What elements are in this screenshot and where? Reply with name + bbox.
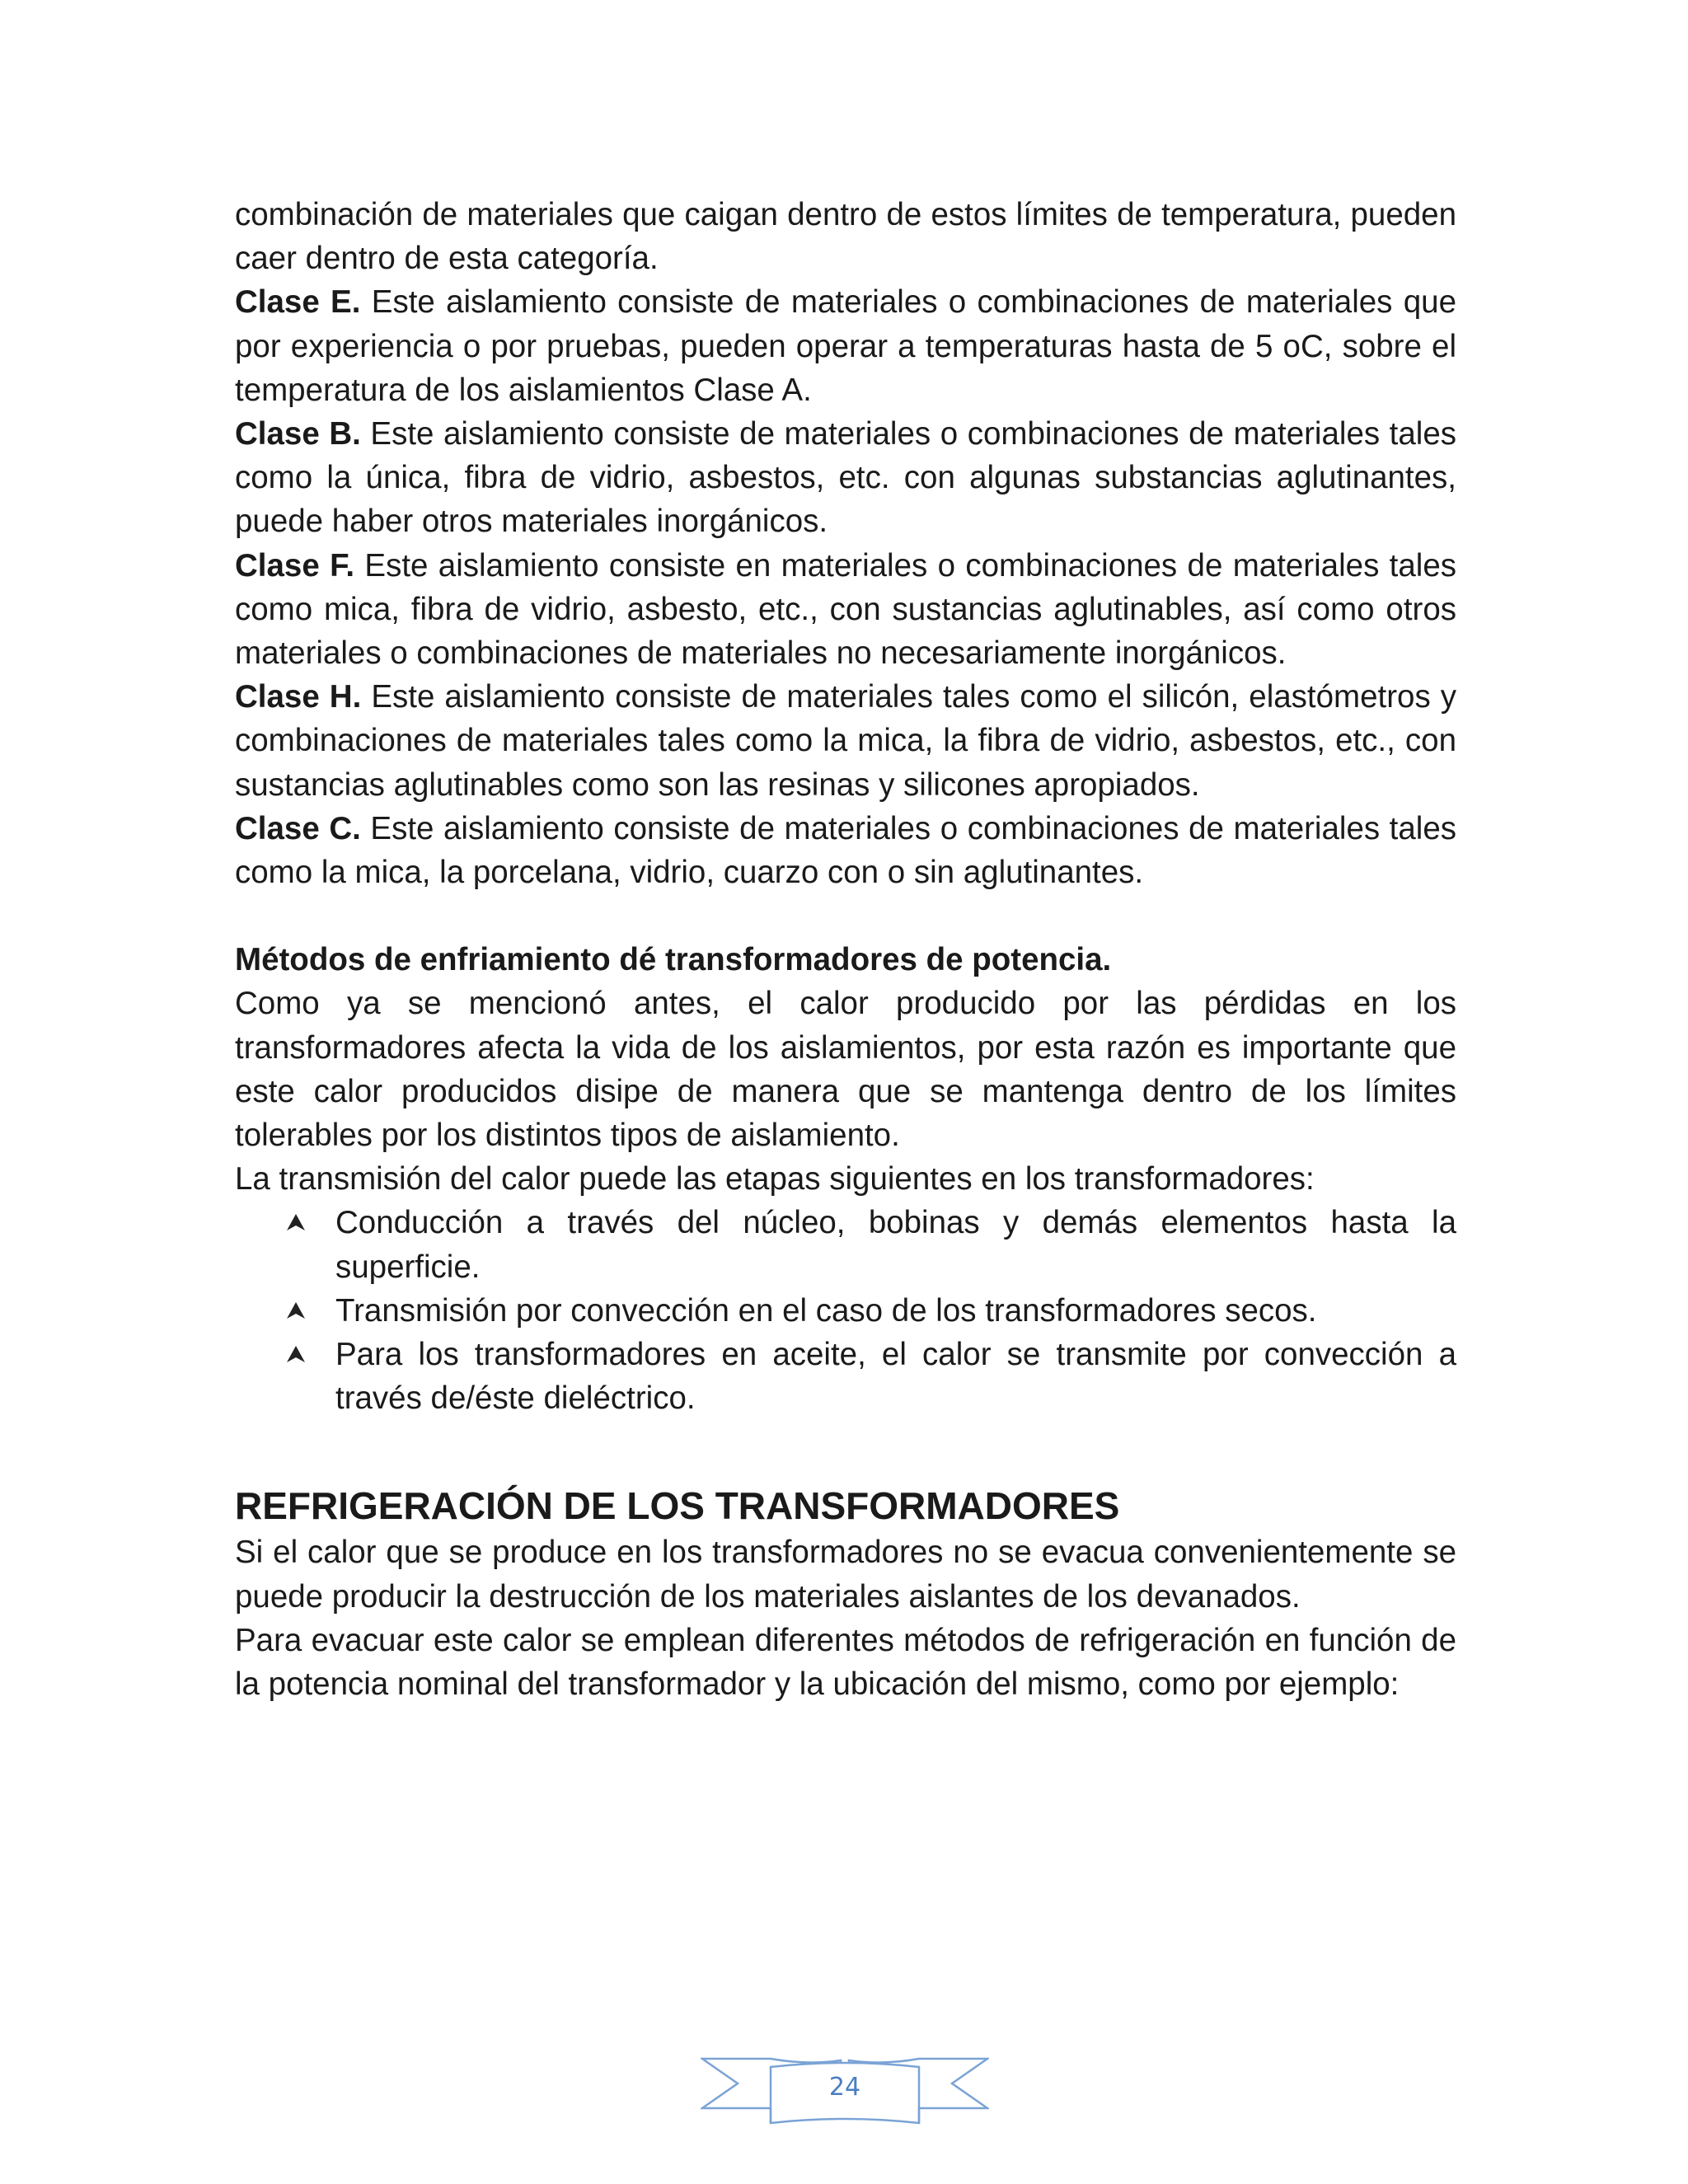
- transmission-list: [235, 1201, 1456, 1420]
- list-item: [335, 1289, 1456, 1333]
- intro-paragraph: combinación de materiales que caigan dentro de estos límites de temperatura, pueden caer dentro de esta categoría.: [235, 197, 1456, 277]
- page-body: [235, 193, 1456, 1706]
- class-f-text: Este aislamiento consiste en materiales o combinaciones de materiales tales como mica, fibra de vidrio, asbesto, etc., con sustancias aglutinables, así como otros materiales o combinaciones de materiales no necesariamente inorgánicos.: [235, 547, 1456, 672]
- list-item-text: Conducción a través del núcleo, bobinas y demás elementos hasta la superficie.: [335, 1205, 1456, 1285]
- methods-paragraph: Como ya se mencionó antes, el calor producido por las pérdidas en los transformadores afecta la vida de los aislamientos, por esta razón es importante que este calor producidos disipe de manera que se mantenga dentro de los límites tolerables por los distintos tipos de aislamiento.: [235, 986, 1456, 1154]
- list-item: [335, 1333, 1456, 1420]
- section-heading: REFRIGERACIÓN DE LOS TRANSFORMADORES: [235, 1484, 1120, 1528]
- list-item-text: Para los transformadores en aceite, el calor se transmite por convección a través de/éste dieléctrico.: [335, 1337, 1456, 1417]
- section-subheading: Métodos de enfriamiento dé transformadores de potencia.: [235, 942, 1112, 978]
- class-c-text: Este aislamiento consiste de materiales o combinaciones de materiales tales como la mica, la porcelana, vidrio, cuarzo con o sin aglutinantes.: [235, 810, 1457, 891]
- page-number: 24: [828, 2073, 861, 2102]
- list-item: [335, 1201, 1456, 1288]
- class-b-paragraph: [235, 412, 1456, 544]
- page-footer: [701, 2042, 989, 2133]
- arrowhead-bullet-icon: [286, 1289, 311, 1333]
- refrigeration-paragraph-2: Para evacuar este calor se emplean diferentes métodos de refrigeración en función de la potencia nominal del transformador y la ubicación del mismo, como por ejemplo:: [235, 1622, 1456, 1703]
- class-e-text: Este aislamiento consiste de materiales o combinaciones de materiales que por experiencia o por pruebas, pueden operar a temperaturas hasta de 5 oC, sobre el temperatura de los aislamientos Clase A.: [235, 284, 1456, 408]
- class-c-paragraph: [235, 807, 1456, 894]
- class-b-text: Este aislamiento consiste de materiales o combinaciones de materiales tales como la única, fibra de vidrio, asbestos, etc. con algunas substancias aglutinantes, puede haber otros materiales inorgánicos.: [235, 416, 1457, 540]
- class-c-label: Clase C.: [235, 810, 361, 846]
- class-b-label: Clase B.: [235, 416, 361, 452]
- arrowhead-bullet-icon: [286, 1201, 311, 1244]
- class-h-paragraph: [235, 675, 1456, 807]
- list-item-text: Transmisión por convección en el caso de los transformadores secos.: [335, 1292, 1317, 1329]
- refrigeration-paragraph-1: Si el calor que se produce en los transformadores no se evacua convenientemente se puede producir la destrucción de los materiales aislantes de los devanados.: [235, 1535, 1456, 1615]
- class-f-label: Clase F.: [235, 547, 355, 583]
- class-h-text: Este aislamiento consiste de materiales tales como el silicón, elastómetros y combinaciones de materiales tales como la mica, la fibra de vidrio, asbestos, etc., con sustancias aglutinables como son las resinas y silicones apropiados.: [235, 679, 1456, 803]
- spacer: [235, 1420, 1456, 1481]
- class-h-label: Clase H.: [235, 679, 362, 715]
- class-e-label: Clase E.: [235, 284, 361, 321]
- class-f-paragraph: [235, 544, 1456, 676]
- spacer: [235, 894, 1456, 938]
- arrowhead-bullet-icon: [286, 1333, 311, 1376]
- class-e-paragraph: [235, 280, 1456, 412]
- transmission-paragraph: La transmisión del calor puede las etapas siguientes en los transformadores:: [235, 1161, 1315, 1197]
